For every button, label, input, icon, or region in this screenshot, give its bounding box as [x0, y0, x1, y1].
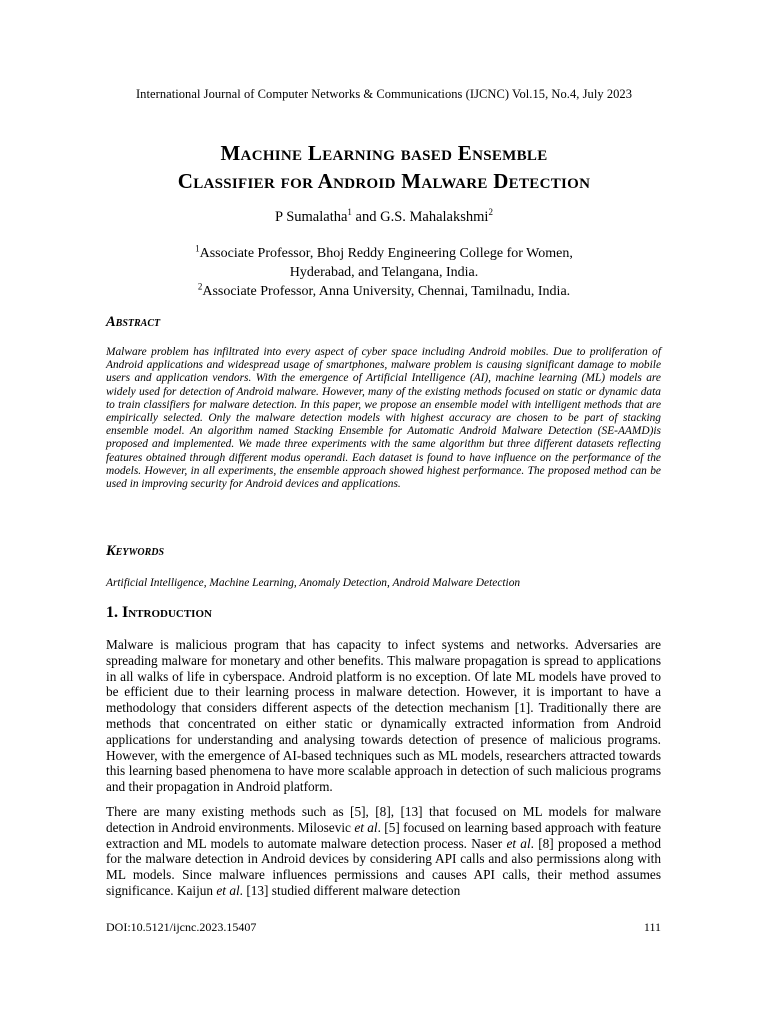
affiliation-2-text: Associate Professor, Anna University, Chennai, Tamilnadu, India. — [202, 284, 571, 299]
affiliation-2-sup: 2 — [197, 281, 203, 292]
introduction-paragraph-1: Malware is malicious program that has capacity to infect systems and networks. Adversaries are spreading malware for monetary and other benefits. This malware propagation is spread to applications in all walks of life in cyberspace. Android platform is no exception. Of late ML models have proved to be efficient due to their learning process in malware detection. However, it is important to have a methodology that considers different aspects of the detection mechanism [1]. Traditionally there are methods that concentrated on either static or dynamically extracted information from Android applications for understanding and analysing towards detection of presence of malicious programs. However, with the emergence of AI-based techniques such as ML models, researchers attracted towards this learning based phenomena to have more scalable approach in detection of such malicious programs and their propagation in Android platform. — [106, 637, 661, 795]
paragraph-2-segment-b: . [5] focused on learning based approach with feature extraction and ML models to automate malware detection process. Naser — [106, 819, 662, 851]
affiliation-1-sup: 1 — [195, 243, 200, 254]
affiliation-1-text: Associate Professor, Bhoj Reddy Engineering College for Women, — [199, 246, 573, 261]
paper-title — [60, 139, 708, 195]
title-line-1: Machine Learning based Ensemble — [220, 141, 548, 165]
keywords-text: Artificial Intelligence, Machine Learning, Anomaly Detection, Android Malware Detection — [106, 577, 521, 589]
etal-2: et al — [506, 835, 531, 851]
abstract-heading: Abstract — [106, 314, 161, 330]
paragraph-2-segment-a: There are many existing methods such as [5], [8], [13] that focused on ML models for malware detection in Android environments. Milosevic — [106, 804, 661, 835]
affiliations — [0, 244, 768, 301]
etal-3: et al — [216, 882, 240, 898]
footer-doi: DOI:10.5121/ijcnc.2023.15407 — [106, 920, 257, 934]
affiliation-1-line-1 — [0, 244, 768, 263]
etal-1: et al — [354, 819, 378, 835]
paragraph-2-segment-c: . [8] proposed a method for the malware detection in Android devices by considering API calls and also permissions along with ML models. Since malware influences permissions and causes API calls, their method assumes significance. Kaijun — [106, 835, 661, 898]
keywords-heading: Keywords — [106, 543, 165, 559]
introduction-heading: 1. Introduction — [106, 604, 212, 621]
author-list — [0, 209, 768, 226]
abstract-text: Malware problem has infiltrated into every aspect of cyber space including Android mobiles. Due to proliferation of Android applications and widespread usage of smartphones, malware problem is causing significant damage to mobile users and application vendors. With the emergence of Artificial Intelligence (AI), machine learning (ML) models are widely used for detection of Android malware. However, many of the existing methods focused on static or dynamic data to train classifiers for malware detection. In this paper, we propose an ensemble model with intelligent methods that are empirically selected. Only the malware detection models with highest accuracy are chosen to be part of stacking ensemble model. An algorithm named Stacking Ensemble for Automatic Android Malware Detection (SE-AAMD)is proposed and implemented. We made three experiments with the same algorithm but three different datasets reflecting features obtained through different modus operandi. Each dataset is found to have influence on the performance of the models. However, in all experiments, the ensemble approach showed highest performance. The proposed method can be used in improving security for Android devices and applications. — [106, 346, 661, 491]
author-1-sup: 1 — [347, 207, 352, 218]
author-2-name: G.S. Mahalakshmi — [380, 209, 489, 225]
author-1-name: P Sumalatha — [275, 209, 348, 225]
paragraph-2-segment-d: . [13] studied different malware detection — [239, 882, 461, 898]
author-2-sup: 2 — [488, 207, 493, 218]
journal-header: International Journal of Computer Networks & Communications (IJCNC) Vol.15, No.4, July 2023 — [135, 87, 633, 101]
affiliation-2-line-1 — [0, 282, 768, 301]
introduction-paragraph-2 — [106, 804, 661, 899]
affiliation-1-line-2: Hyderabad, and Telangana, India. — [289, 265, 479, 280]
page-number: 111 — [643, 920, 661, 934]
author-conjunction: and — [351, 209, 381, 225]
title-line-2: Classifier for Android Malware Detection — [177, 169, 591, 193]
